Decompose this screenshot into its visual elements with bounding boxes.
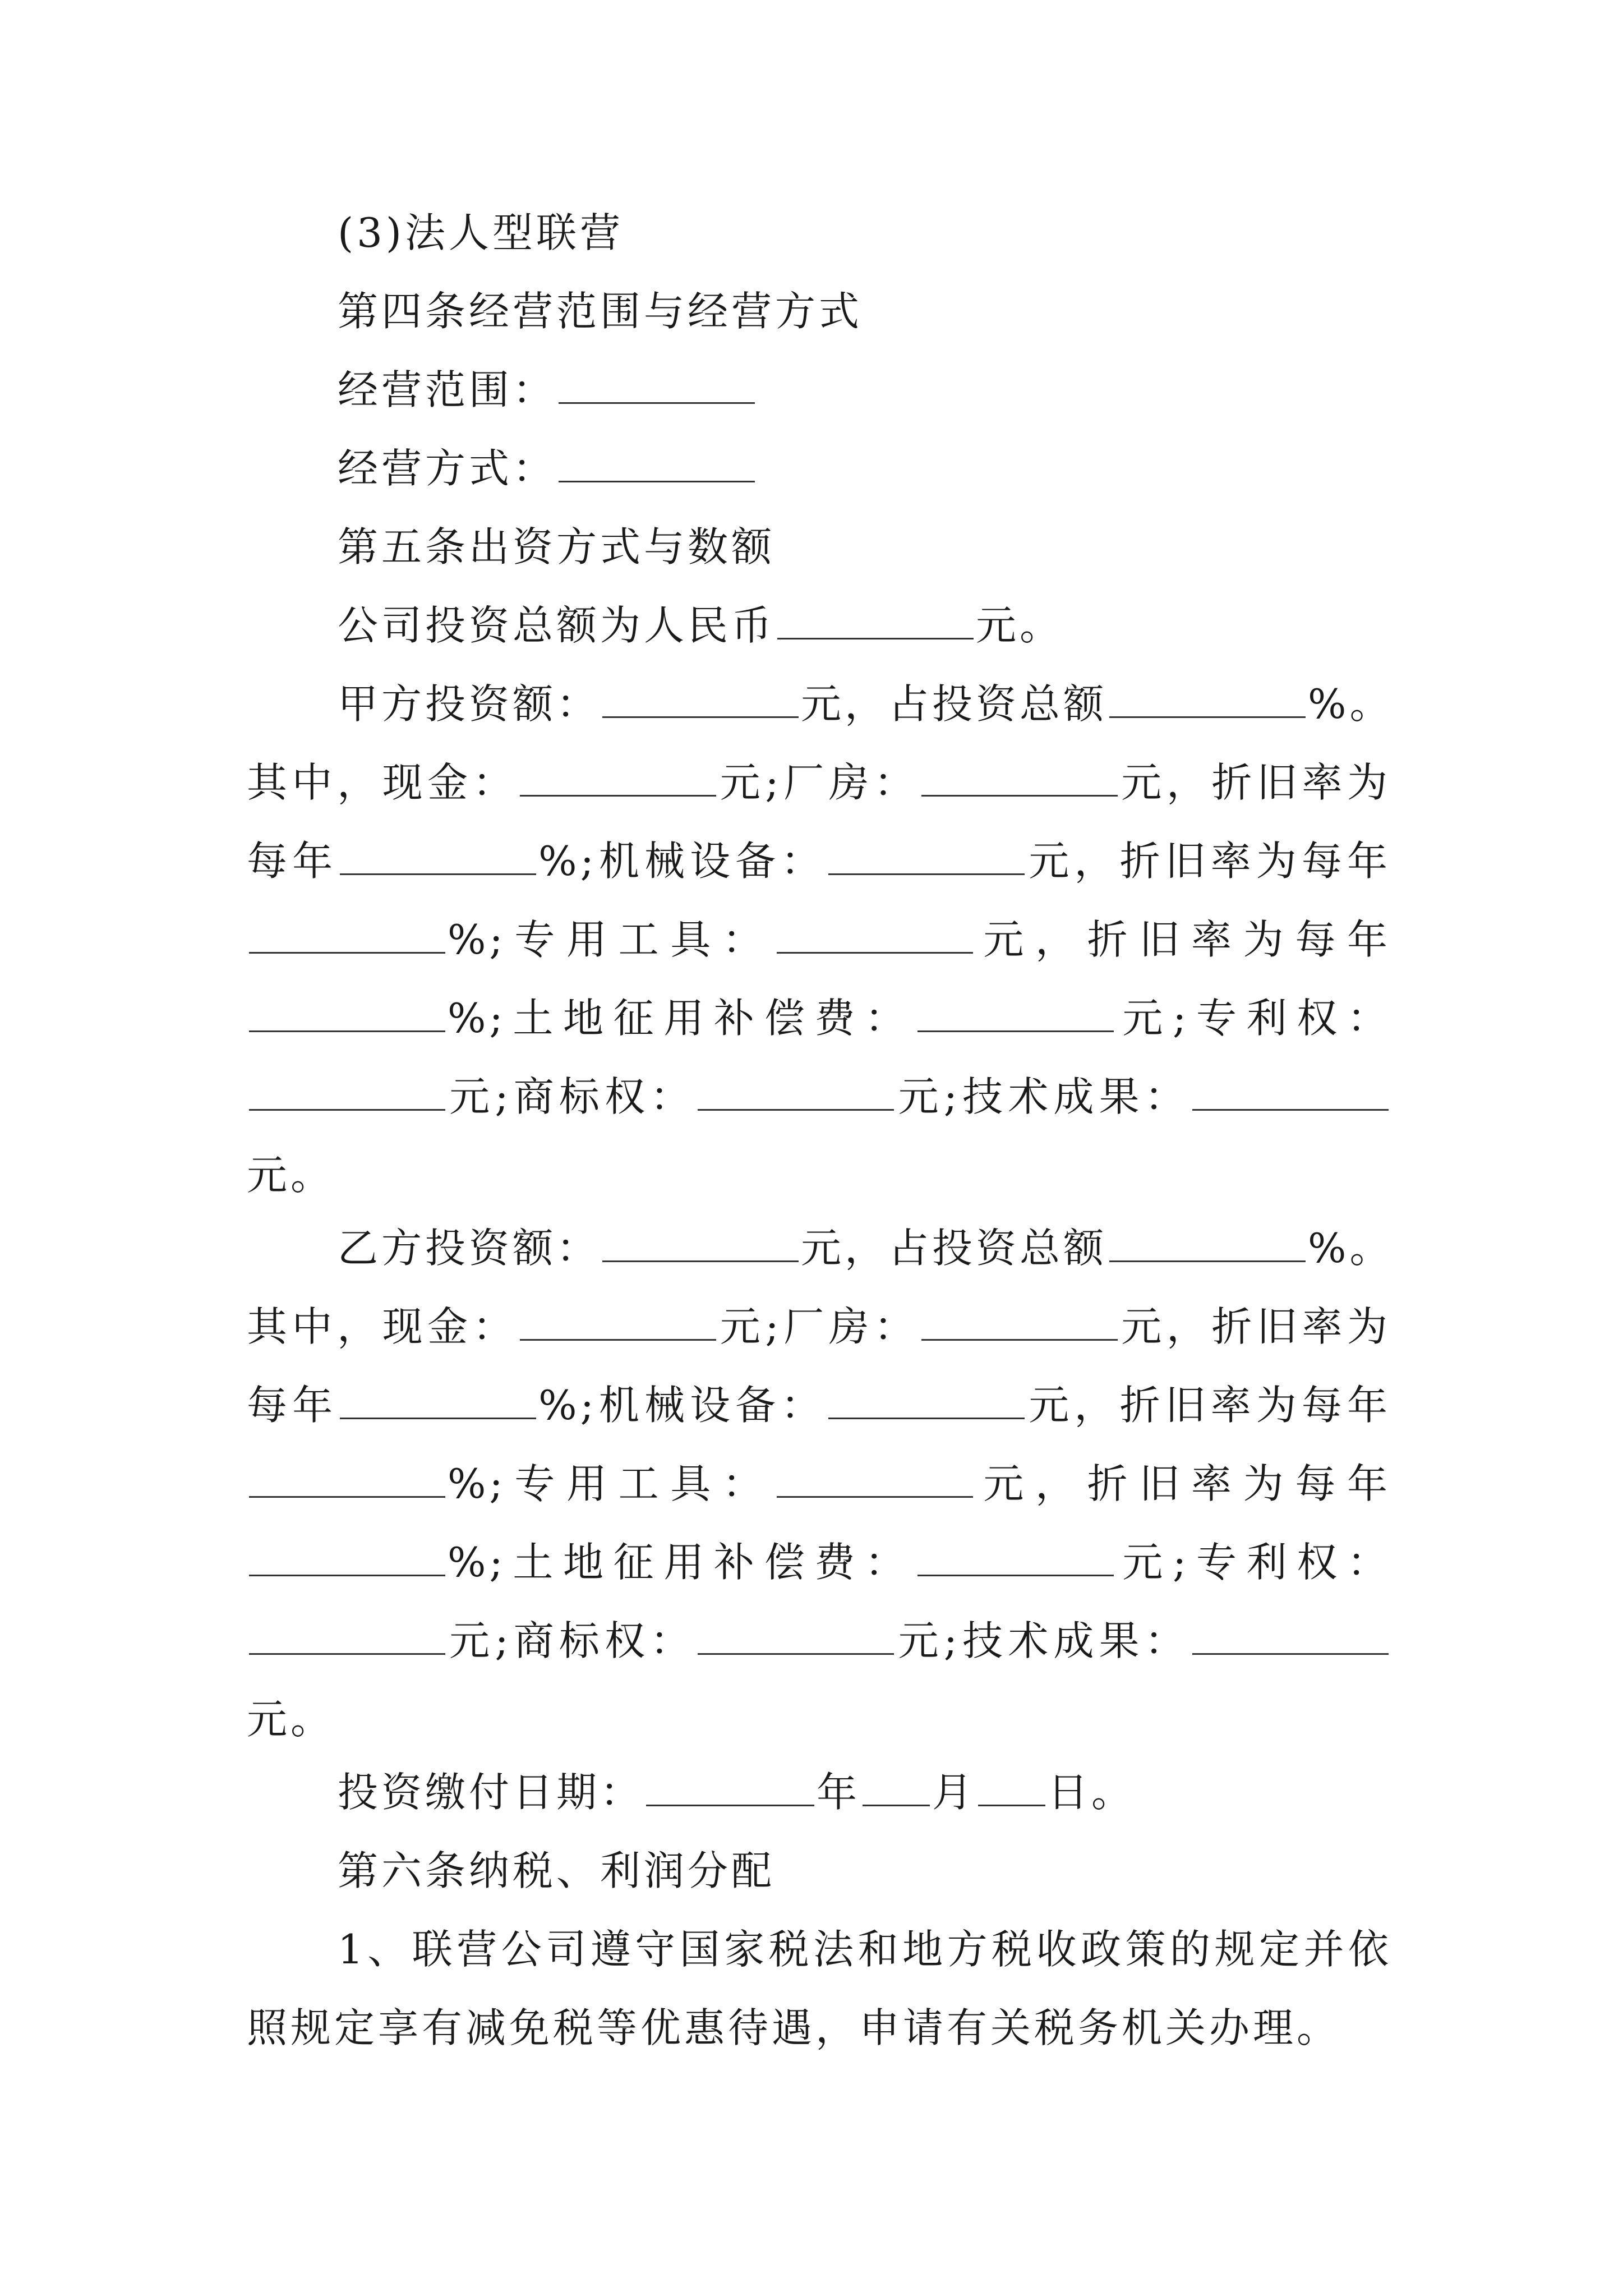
party-a-line-1 [338, 679, 1392, 729]
fill-blank[interactable] [520, 1305, 716, 1341]
text-seg: 元;技术成果： [896, 1073, 1190, 1120]
text-seg: 元;专利权： [1115, 1539, 1391, 1586]
text-seg: 其中，现金： [247, 1303, 518, 1350]
article-6-heading [338, 1846, 1392, 1896]
field-label: 公司投资总额为人民币 [338, 602, 776, 649]
fill-blank[interactable] [340, 840, 536, 875]
text-seg: 元，占投资总额 [801, 680, 1108, 728]
fill-blank[interactable] [921, 761, 1118, 797]
party-b-line-7 [247, 1694, 1391, 1745]
business-mode-line [338, 443, 1392, 494]
text-seg: 元，折旧率为 [1119, 1303, 1391, 1350]
text-seg: 其中，现金： [247, 759, 518, 806]
field-label: 经营方式： [338, 445, 557, 492]
text-seg: 元;商标权： [448, 1073, 696, 1120]
fill-blank[interactable] [777, 918, 973, 954]
text-seg: 每年 [247, 838, 338, 885]
text-seg: 元。 [247, 1152, 335, 1199]
text-seg: 元。 [247, 1696, 335, 1743]
fill-blank[interactable] [646, 1771, 814, 1806]
fill-blank[interactable] [559, 447, 755, 482]
fill-blank[interactable] [249, 1075, 445, 1111]
fill-blank[interactable] [698, 1619, 894, 1655]
text-seg: 元，折旧率为每年 [975, 916, 1391, 963]
party-b-line-6 [247, 1616, 1391, 1666]
fill-blank[interactable] [249, 1462, 445, 1498]
text-seg: 元，占投资总额 [801, 1225, 1108, 1272]
fill-blank[interactable] [1109, 1227, 1306, 1262]
text-seg: %;土地征用补偿费： [448, 995, 915, 1042]
text-seg: 乙方投资额： [338, 1225, 601, 1272]
text-seg: 元，折旧率为每年 [1027, 1382, 1391, 1429]
text-seg: 元，折旧率为每年 [1027, 838, 1391, 885]
party-a-line-4 [247, 914, 1391, 965]
text-seg: 照规定享有减免税等优惠待遇，申请有关税务机关办理。 [247, 2004, 1341, 2051]
fill-blank[interactable] [559, 369, 755, 404]
field-suffix: 元。 [976, 602, 1064, 649]
party-b-line-5 [247, 1537, 1391, 1588]
party-b-line-4 [247, 1458, 1391, 1509]
fill-blank[interactable] [602, 683, 799, 718]
fill-blank[interactable] [863, 1771, 930, 1806]
fill-blank[interactable] [520, 761, 716, 797]
heading-text: 第六条纳税、利润分配 [338, 1847, 776, 1894]
fill-blank[interactable] [1109, 683, 1306, 718]
fill-blank[interactable] [921, 1305, 1118, 1341]
text-seg: 元;专利权： [1115, 995, 1391, 1042]
clause-item-3 [338, 208, 1392, 258]
clause-text: (3)法人型联营 [338, 209, 624, 256]
text-seg: 元;技术成果： [896, 1617, 1190, 1664]
party-a-line-7 [247, 1150, 1391, 1200]
text-seg: 元;厂房： [718, 1303, 919, 1350]
text-seg: 年 [817, 1769, 861, 1816]
article-5-heading [338, 522, 1392, 572]
fill-blank[interactable] [917, 1541, 1114, 1576]
text-seg: 月 [932, 1769, 976, 1816]
fill-blank[interactable] [1192, 1075, 1389, 1111]
fill-blank[interactable] [1192, 1619, 1389, 1655]
text-seg: 元，折旧率为每年 [975, 1460, 1391, 1507]
article-4-heading [338, 286, 1392, 337]
payment-date-line [338, 1767, 1392, 1818]
fill-blank[interactable] [249, 918, 445, 954]
text-seg: 1、联营公司遵守国家税法和地方税收政策的规定并依 [338, 1926, 1392, 1973]
fill-blank[interactable] [249, 1541, 445, 1576]
text-seg: %。 [1308, 680, 1394, 728]
text-seg: %;机械设备： [538, 1382, 827, 1429]
party-b-line-2 [247, 1301, 1391, 1352]
party-b-line-1 [338, 1223, 1392, 1273]
text-seg: 元;商标权： [448, 1617, 696, 1664]
text-seg: %;专用工具： [448, 916, 774, 963]
text-seg: %。 [1308, 1225, 1394, 1272]
fill-blank[interactable] [340, 1384, 536, 1419]
party-a-line-3 [247, 836, 1391, 886]
fill-blank[interactable] [828, 1384, 1025, 1419]
party-a-line-5 [247, 993, 1391, 1043]
fill-blank[interactable] [978, 1771, 1045, 1806]
fill-blank[interactable] [777, 604, 974, 639]
field-label: 经营范围： [338, 366, 557, 413]
fill-blank[interactable] [698, 1075, 894, 1111]
party-a-line-2 [247, 757, 1391, 808]
fill-blank[interactable] [602, 1227, 799, 1262]
business-scope-line [338, 365, 1392, 415]
text-seg: 日。 [1048, 1769, 1136, 1816]
total-investment-line [338, 600, 1392, 651]
text-seg: %;机械设备： [538, 838, 827, 885]
heading-text: 第四条经营范围与经营方式 [338, 288, 863, 335]
party-b-line-3 [247, 1380, 1391, 1430]
text-seg: 投资缴付日期： [338, 1769, 644, 1816]
text-seg: %;土地征用补偿费： [448, 1539, 915, 1586]
text-seg: 元;厂房： [718, 759, 919, 806]
text-seg: %;专用工具： [448, 1460, 774, 1507]
heading-text: 第五条出资方式与数额 [338, 523, 776, 570]
tax-paragraph-line-1 [338, 1924, 1392, 1975]
party-a-line-6 [247, 1071, 1391, 1122]
text-seg: 每年 [247, 1382, 338, 1429]
fill-blank[interactable] [249, 1619, 445, 1655]
text-seg: 甲方投资额： [338, 680, 601, 728]
text-seg: 元，折旧率为 [1119, 759, 1391, 806]
fill-blank[interactable] [917, 997, 1114, 1032]
fill-blank[interactable] [777, 1462, 973, 1498]
fill-blank[interactable] [249, 997, 445, 1032]
fill-blank[interactable] [828, 840, 1025, 875]
tax-paragraph-line-2 [247, 2003, 1391, 2053]
